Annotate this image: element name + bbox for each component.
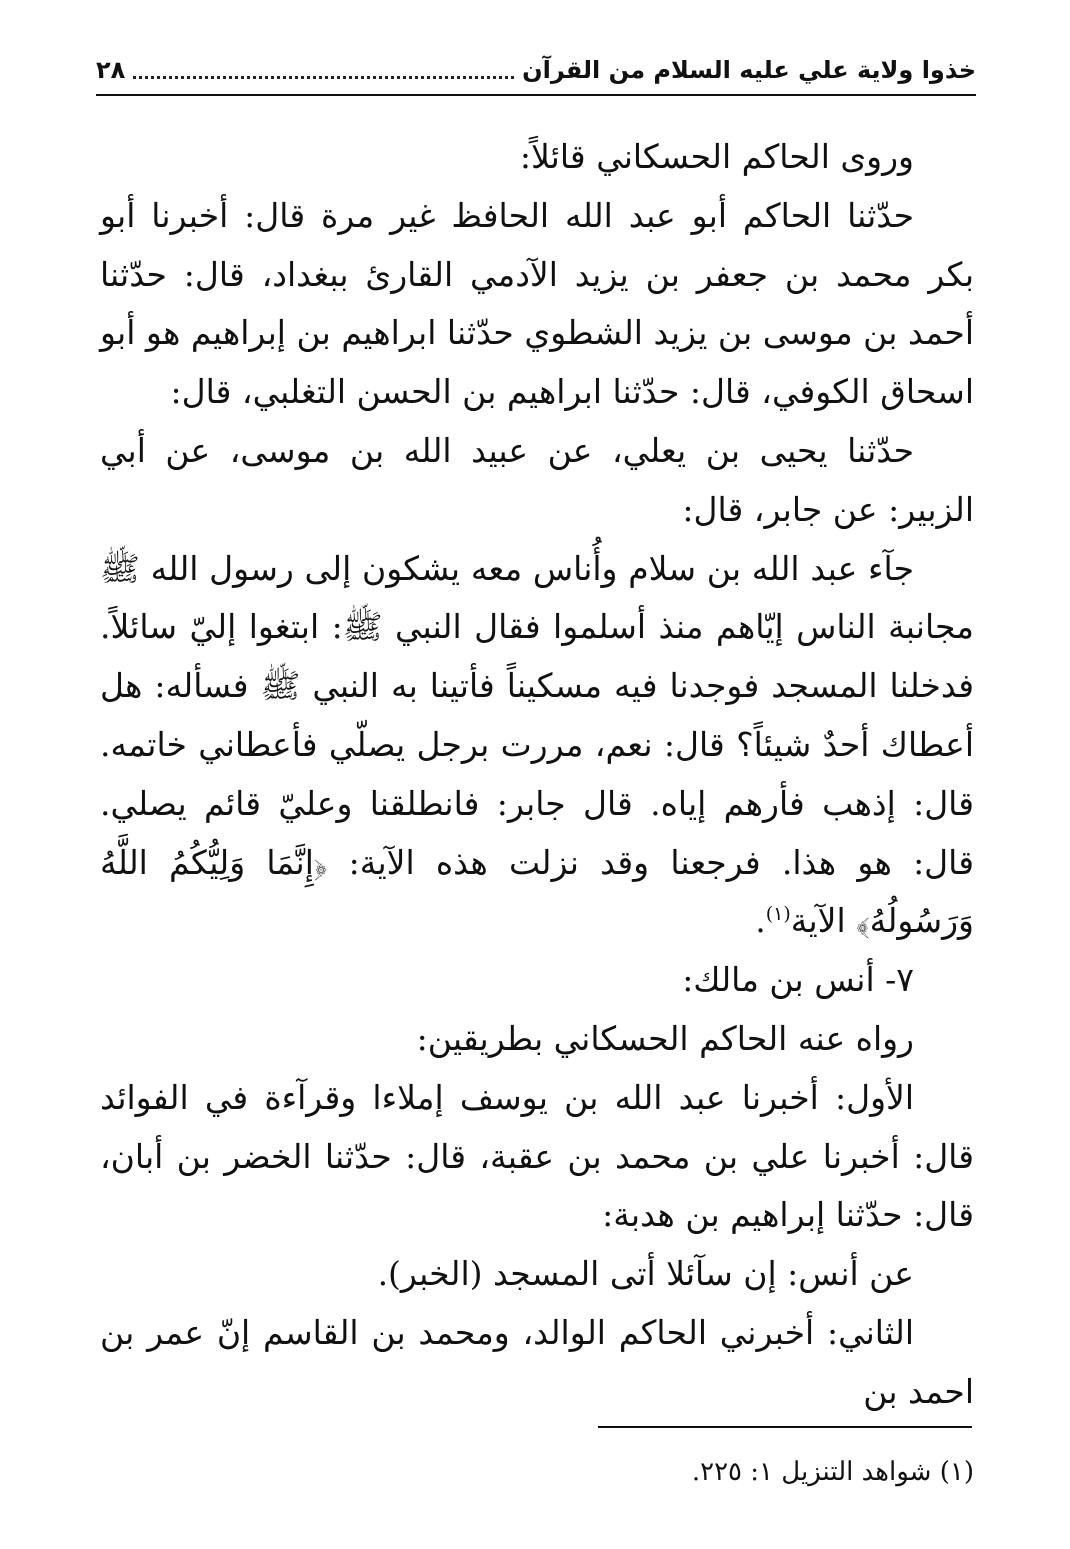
running-header-title: خذوا ولاية علي عليه السلام من القرآن: [522, 56, 976, 84]
header-rule: [96, 94, 976, 96]
paragraph-second-route: الثاني: أخبرني الحاكم الوالد، ومحمد بن القاسم إنّ عمر بن احمد بن: [100, 1312, 974, 1411]
footnote-reference: (١): [765, 903, 791, 926]
narration-text: جآء عبد الله بن سلام وأُناس معه يشكون إلى رسول الله ﷺ مجانبة الناس إيّاهم منذ أسلموا فقال النبي ﷺ: ابتغوا إليّ سائلاً. فدخلنا المسجد فوجدنا فيه مسكيناً فأتينا به النبي ﷺ فسأله: هل أعطاك أحدٌ شيئاً؟ قال: نعم، مررت برجل يصلّي فأعطاني خاتمه. قال: إذهب فأرهم إياه. قال جابر: فانطلقنا وعليّ قائم يصلي. قال: هو هذا. فرجعنا وقد نزلت هذه الآية: ﴿إِنَّمَا وَلِيُّكُمُ اللَّهُ وَرَسُولُهُ﴾ الآية: [100, 548, 974, 941]
footnote-rule: [598, 1426, 972, 1428]
paragraph-first-route: الأول: أخبرنا عبد الله بن يوسف إملاءا وقرآءة في الفوائد قال: أخبرنا علي بن محمد بن عقبة، قال: حدّثنا الخضر بن أبان، قال: حدّثنا إبراهيم بن هدبة:: [100, 1077, 974, 1235]
paragraph-narration: [100, 540, 974, 952]
footnote: (١) شواهد التنزيل ١: ٢٢٥.: [691, 1457, 974, 1487]
page-number: ٢٨: [96, 56, 126, 84]
section-heading-anas: ٧- أنس بن مالك:: [682, 960, 914, 1000]
paragraph-chain-1: حدّثنا الحاكم أبو عبد الله الحافظ غير مرة قال: أخبرنا أبو بكر محمد بن جعفر بن يزيد الآدمي القارئ ببغداد، قال: حدّثنا أحمد بن موسى بن يزيد الشطوي حدّثنا ابراهيم بن إبراهيم هو أبو اسحاق الكوفي، قال: حدّثنا ابراهيم بن الحسن التغلبي، قال:: [100, 195, 974, 412]
paragraph-two-routes: رواه عنه الحاكم الحسكاني بطريقين:: [416, 1018, 914, 1058]
body-text: [100, 128, 974, 1422]
paragraph-chain-2: حدّثنا يحيى بن يعلي، عن عبيد الله بن موسى، عن أبي الزبير: عن جابر، قال:: [100, 430, 974, 529]
paragraph-intro: وروى الحاكم الحسكاني قائلاً:: [519, 137, 914, 176]
running-header: [96, 48, 976, 92]
paragraph-anas-report: عن أنس: إن سآئلا أتى المسجد (الخبر).: [377, 1254, 914, 1294]
dotted-leader: [133, 62, 514, 79]
narration-tail: .: [755, 901, 766, 941]
